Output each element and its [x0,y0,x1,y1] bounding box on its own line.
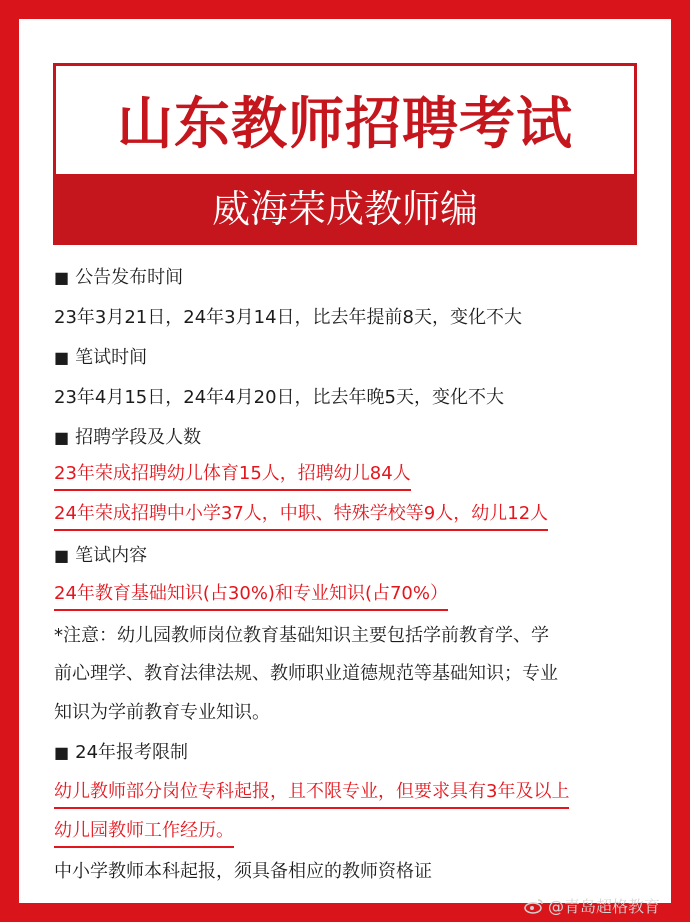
page-title: 山东教师招聘考试 [117,92,573,157]
restriction-line-1: 幼儿教师部分岗位专科起报，且不限专业，但要求具有3年及以上 [54,777,569,809]
title-banner [53,63,637,245]
section-heading-exam-time: ■ 笔试时间 [54,343,147,369]
note-line-3: 知识为学前教育专业知识。 [54,702,270,723]
restriction-line-2: 幼儿园教师工作经历。 [54,816,234,848]
weibo-icon [524,898,544,914]
section-heading-announcement: ■ 公告发布时间 [54,263,183,289]
section-heading-exam-content: ■ 笔试内容 [54,541,147,567]
section-heading-recruitment: ■ 招聘学段及人数 [54,423,201,449]
watermark [524,894,660,917]
note-line-2: 前心理学、教育法律法规、教师职业道德规范等基础知识；专业 [54,663,558,684]
section-heading-restrictions: ■ 24年报考限制 [54,738,188,764]
page-subtitle: 威海荣成教师编 [56,174,634,245]
recruitment-line-23: 23年荣成招聘幼儿体育15人，招聘幼儿84人 [54,459,411,491]
recruitment-line-24: 24年荣成招聘中小学37人，中职、特殊学校等9人，幼儿12人 [54,499,548,531]
restriction-extra: 中小学教师本科起报，须具备相应的教师资格证 [54,861,432,882]
watermark-text: @青岛超格教育 [547,897,660,916]
exam-time-text: 23年4月15日，24年4月20日，比去年晚5天，变化不大 [54,387,504,408]
exam-content-text: 24年教育基础知识(占30%)和专业知识(占70%） [54,579,448,611]
note-line-1: *注意：幼儿园教师岗位教育基础知识主要包括学前教育学、学 [54,625,549,646]
announcement-text: 23年3月21日，24年3月14日，比去年提前8天，变化不大 [54,307,522,328]
